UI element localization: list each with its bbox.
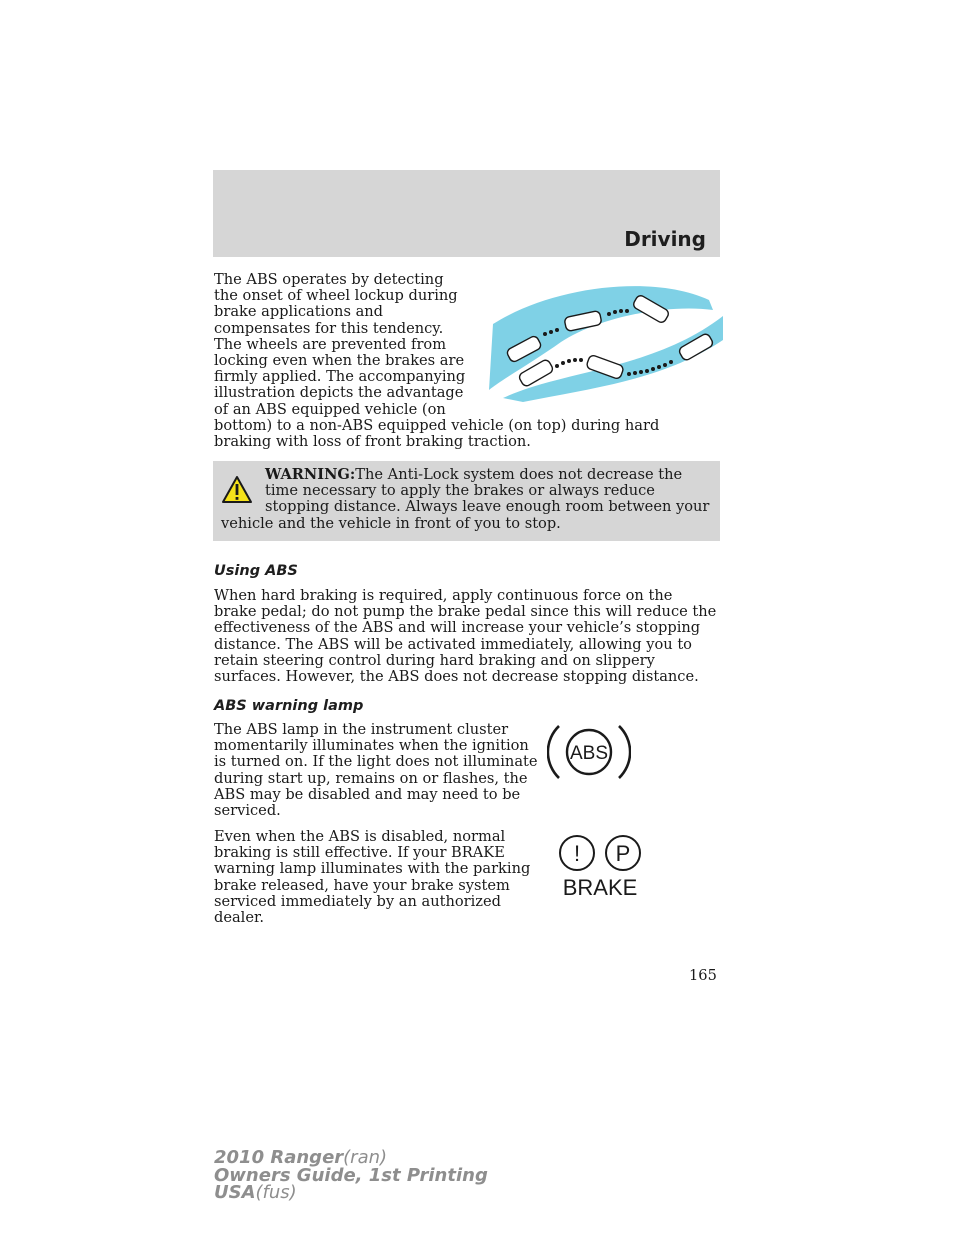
warning-text: The Anti-Lock system does not decrease the time necessary to apply the brakes or always reduce stopping distance. Always leave enough room between your vehicle and the vehicle in front of you to stop. xyxy=(221,466,710,532)
footer-model: 2010 Ranger xyxy=(214,1147,344,1168)
footer-print-info xyxy=(214,1149,488,1202)
footer-market-code: (fus) xyxy=(255,1182,297,1203)
heading-abs-warning-lamp: ABS warning lamp xyxy=(214,698,364,714)
warning-paragraph xyxy=(221,467,710,532)
intro-paragraph: The ABS operates by detecting the onset of wheel lockup during brake applications and compensates for this tendency. The wheels are prevented from locking even when the brakes are firmly applied. The accompanying illustration depicts the advantage of an ABS equipped vehicle (on bottom) to a non-ABS equipped vehicle (on top) during hard braking with loss of front braking traction. xyxy=(214,271,660,451)
warning-triangle-icon xyxy=(221,475,253,505)
page-number: 165 xyxy=(689,967,717,984)
warning-label: WARNING: xyxy=(265,466,356,483)
footer-model-code: (ran) xyxy=(343,1147,388,1168)
section-title: Driving xyxy=(624,227,706,251)
heading-using-abs: Using ABS xyxy=(214,563,298,579)
footer-line-1 xyxy=(214,1149,488,1167)
brake-icon-label: BRAKE xyxy=(562,875,638,900)
abs-lamp-paragraph: The ABS lamp in the instrument cluster momentarily illuminates when the ignition is turned on. If the light does not illuminate during start up, remains on or flashes, the ABS may be disabled and may need to be serviced. xyxy=(214,721,538,820)
section-header-band xyxy=(213,170,720,257)
brake-icon-p: P xyxy=(615,841,631,866)
abs-lamp-section xyxy=(214,722,719,819)
using-abs-section xyxy=(214,588,719,685)
skidding-vehicles-illustration xyxy=(483,270,725,402)
brake-paragraph: Even when the ABS is disabled, normal braking is still effective. If your BRAKE warning lamp illuminates with the parking brake released, have your brake system serviced immediately by an authorized dealer. xyxy=(214,828,531,927)
footer-line-3 xyxy=(214,1184,488,1202)
using-abs-paragraph: When hard braking is required, apply continuous force on the brake pedal; do not pump the brake pedal since this will reduce the effectiveness of the ABS and will increase your vehicle’s stopping distance. The ABS will be activated immediately, allowing you to retain steering control during hard braking and on slippery surfaces. However, the ABS does not decrease stopping distance. xyxy=(214,587,717,686)
abs-icon-label: ABS xyxy=(569,743,609,764)
brake-icon-exclaim: ! xyxy=(573,841,581,866)
footer-market: USA xyxy=(214,1182,256,1203)
intro-section xyxy=(214,272,719,450)
abs-lamp-icon xyxy=(547,716,631,788)
brake-section xyxy=(214,829,719,926)
warning-box xyxy=(213,461,720,541)
brake-lamp-icon xyxy=(551,829,649,903)
footer-line-2: Owners Guide, 1st Printing xyxy=(214,1164,488,1186)
